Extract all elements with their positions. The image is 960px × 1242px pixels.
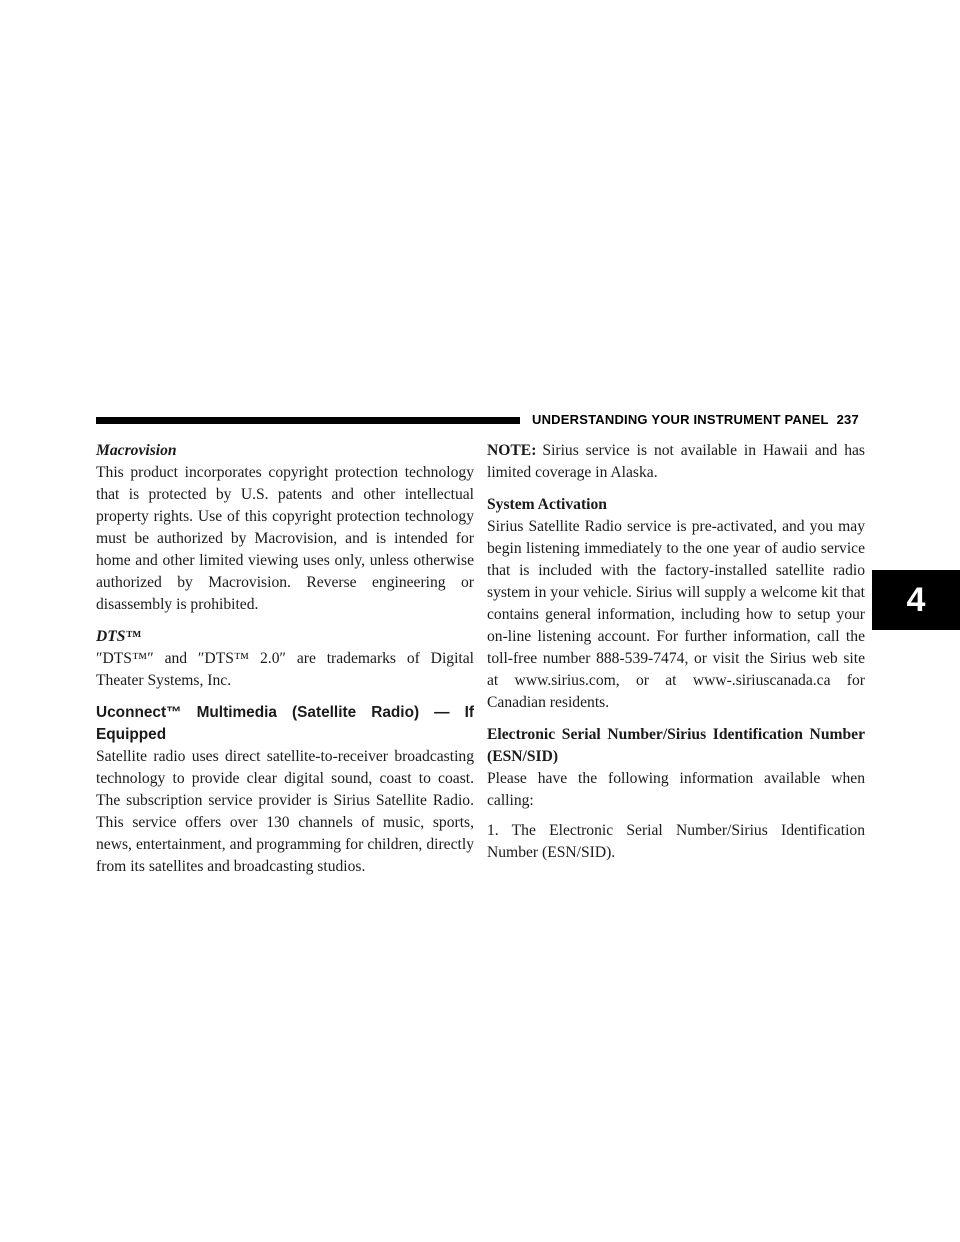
uconnect-heading: Uconnect™ Multimedia (Satellite Radio) — If Equipped — [96, 704, 474, 743]
dts-heading: DTS™ — [96, 628, 142, 645]
activation-heading: System Activation — [487, 496, 607, 513]
note-body: Sirius service is not available in Hawaii and has limited coverage in Alaska. — [487, 442, 865, 481]
running-header — [520, 409, 888, 431]
uconnect-body: Satellite radio uses direct satellite-to-receiver broadcasting technology to provide clear digital sound, coast to coast. The subscription service provider is Sirius Satellite Radio. This service offers over 130 channels of music, sports, news, entertainment, and programming for children, directly from its satellites and broadcasting studios. — [96, 748, 474, 875]
left-column — [96, 440, 474, 878]
dts-body: ″DTS™″ and ″DTS™ 2.0″ are trademarks of Digital Theater Systems, Inc. — [96, 650, 474, 689]
esn-heading: Electronic Serial Number/Sirius Identification Number (ESN/SID) — [487, 726, 865, 765]
activation-body: Sirius Satellite Radio service is pre-activated, and you may begin listening immediately to the one year of audio service that is included with the factory-installed satellite radio system in your vehicle. Sirius will supply a welcome kit that contains general information, including how to setup your on-line listening account. For further information, call the toll-free number 888-539-7474, or visit the Sirius web site at www.sirius.com, or at www-.siriuscanada.ca for Canadian residents. — [487, 518, 865, 711]
note-label: NOTE: — [487, 442, 537, 459]
esn-list-item: 1. The Electronic Serial Number/Sirius Identification Number (ESN/SID). — [487, 822, 865, 861]
macrovision-heading: Macrovision — [96, 442, 177, 459]
chapter-tab: 4 — [872, 570, 960, 630]
macrovision-body: This product incorporates copyright protection technology that is protected by U.S. patents and other intellectual property rights. Use of this copyright protection technology must be authorized by Macrovision, and is intended for home and other limited viewing uses only, unless otherwise authorized by Macrovision. Reverse engineering or disassembly is prohibited. — [96, 464, 474, 613]
right-column — [487, 440, 865, 864]
section-title: UNDERSTANDING YOUR INSTRUMENT PANEL — [532, 412, 829, 427]
note-paragraph — [487, 440, 865, 484]
page-number: 237 — [836, 412, 859, 427]
esn-body: Please have the following information available when calling: — [487, 770, 865, 809]
